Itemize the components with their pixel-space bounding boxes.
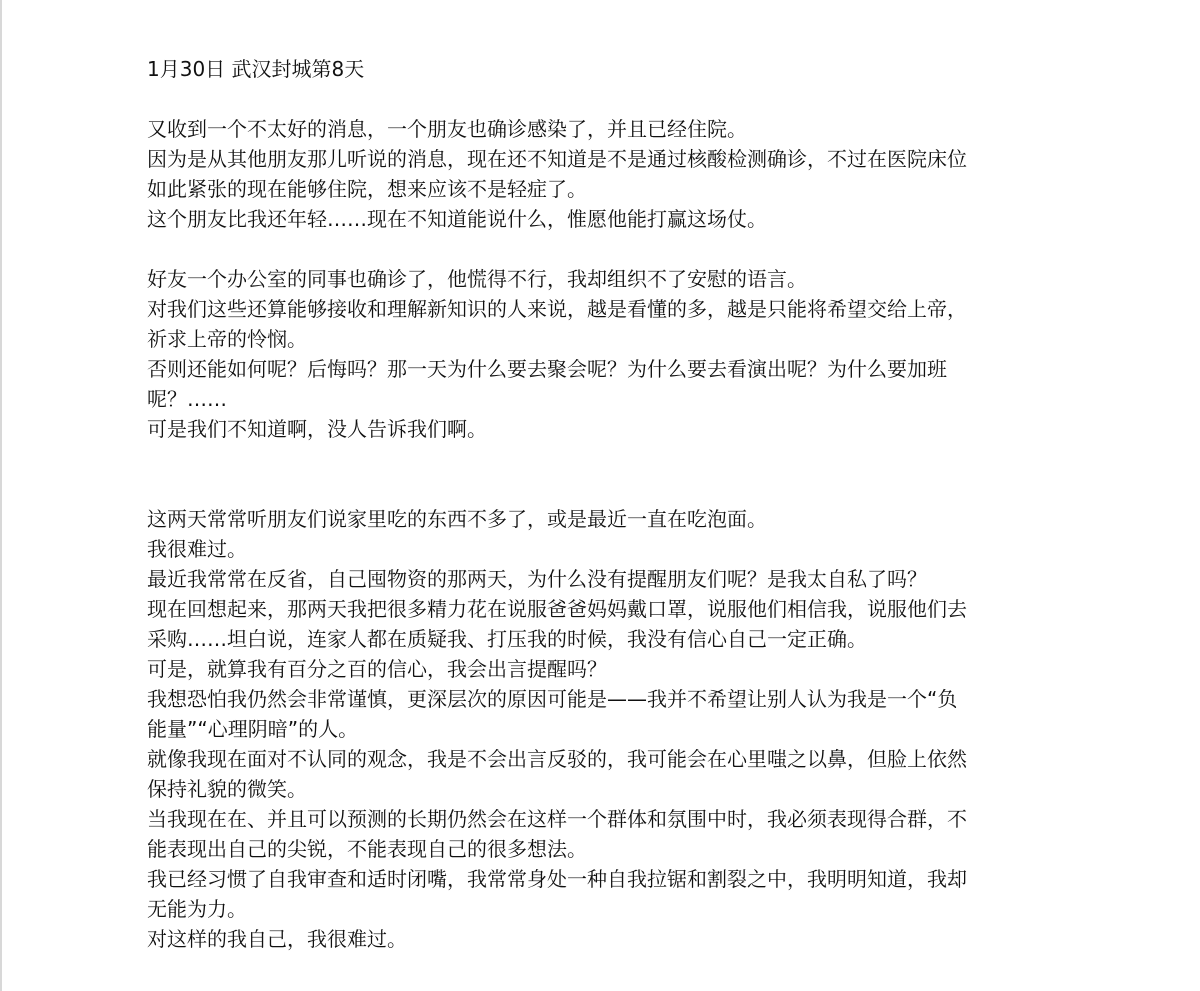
blank-line <box>147 234 1067 264</box>
text-line: 就像我现在面对不认同的观念，我是不会出言反驳的，我可能会在心里嗤之以鼻，但脸上依然 <box>147 747 967 771</box>
blank-line <box>147 444 1067 474</box>
text-line: 现在回想起来，那两天我把很多精力花在说服爸爸妈妈戴口罩，说服他们相信我，说服他们去 <box>147 597 967 621</box>
text-line: 对我们这些还算能够接收和理解新知识的人来说，越是看懂的多，越是只能将希望交给上帝， <box>147 297 967 321</box>
entry-title: 1月30日 武汉封城第8天 <box>147 57 365 81</box>
entry-text <box>147 84 1067 954</box>
text-line: 好友一个办公室的同事也确诊了，他慌得不行，我却组织不了安慰的语言。 <box>147 267 807 291</box>
text-line: 保持礼貌的微笑。 <box>147 777 307 801</box>
text-line: 祈求上帝的怜悯。 <box>147 327 307 351</box>
text-line: 最近我常常在反省，自己囤物资的那两天，为什么没有提醒朋友们呢？是我太自私了吗？ <box>147 567 927 591</box>
page-left-edge <box>0 0 2 991</box>
text-line: 呢？…… <box>147 387 227 411</box>
document-body <box>147 54 1067 954</box>
blank-line <box>147 84 1067 114</box>
text-line: 可是，就算我有百分之百的信心，我会出言提醒吗？ <box>147 657 607 681</box>
text-line: 无能为力。 <box>147 897 247 921</box>
text-line: 对这样的我自己，我很难过。 <box>147 927 407 951</box>
text-line: 又收到一个不太好的消息，一个朋友也确诊感染了，并且已经住院。 <box>147 117 747 141</box>
text-line: 可是我们不知道啊，没人告诉我们啊。 <box>147 417 487 441</box>
text-line: 这个朋友比我还年轻……现在不知道能说什么，惟愿他能打赢这场仗。 <box>147 207 767 231</box>
text-line: 采购……坦白说，连家人都在质疑我、打压我的时候，我没有信心自己一定正确。 <box>147 627 867 651</box>
text-line: 这两天常常听朋友们说家里吃的东西不多了，或是最近一直在吃泡面。 <box>147 507 767 531</box>
text-line: 否则还能如何呢？后悔吗？那一天为什么要去聚会呢？为什么要去看演出呢？为什么要加班 <box>147 357 947 381</box>
text-line: 当我现在在、并且可以预测的长期仍然会在这样一个群体和氛围中时，我必须表现得合群，不 <box>147 807 967 831</box>
text-line: 我很难过。 <box>147 537 247 561</box>
text-line: 能量”“心理阴暗”的人。 <box>147 717 359 741</box>
blank-line <box>147 474 1067 504</box>
text-line: 能表现出自己的尖锐，不能表现自己的很多想法。 <box>147 837 587 861</box>
text-line: 如此紧张的现在能够住院，想来应该不是轻症了。 <box>147 177 587 201</box>
text-line: 我想恐怕我仍然会非常谨慎，更深层次的原因可能是——我并不希望让别人认为我是一个“负 <box>147 687 958 711</box>
text-line: 我已经习惯了自我审查和适时闭嘴，我常常身处一种自我拉锯和割裂之中，我明明知道，我却 <box>147 867 967 891</box>
text-line: 因为是从其他朋友那儿听说的消息，现在还不知道是不是通过核酸检测确诊，不过在医院床位 <box>147 147 967 171</box>
